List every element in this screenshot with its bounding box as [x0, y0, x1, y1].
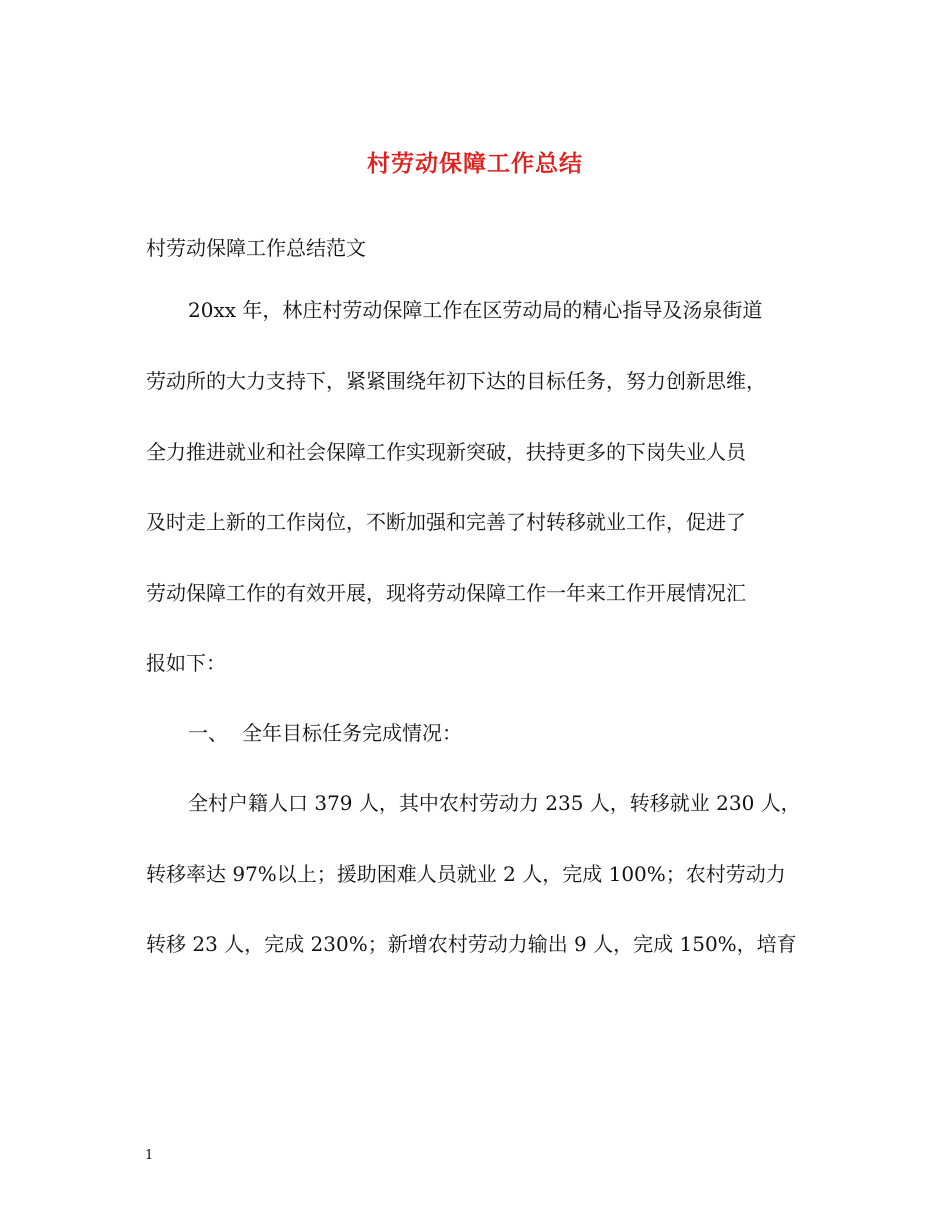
paragraph-line: 全力推进就业和社会保障工作实现新突破，扶持更多的下岗失业人员	[146, 440, 746, 464]
section-number: 一、	[188, 721, 228, 745]
paragraph-line: 20xx 年，林庄村劳动保障工作在区劳动局的精心指导及汤泉街道	[188, 298, 763, 322]
page-number: 1	[145, 1148, 154, 1163]
section-heading	[188, 720, 462, 746]
paragraph-line: 全村户籍人口 379 人，其中农村劳动力 235 人，转移就业 230 人，	[188, 791, 801, 815]
paragraph-line: 劳动所的大力支持下，紧紧围绕年初下达的目标任务，努力创新思维，	[146, 369, 766, 393]
paragraph-line: 劳动保障工作的有效开展，现将劳动保障工作一年来工作开展情况汇	[146, 581, 746, 605]
document-title: 村劳动保障工作总结	[367, 150, 583, 177]
paragraph-line: 转移 23 人，完成 230%；新增农村劳动力输出 9 人，完成 150%，培育	[146, 932, 797, 956]
paragraph-line: 及时走上新的工作岗位，不断加强和完善了村转移就业工作，促进了	[146, 510, 746, 534]
section-heading-text: 全年目标任务完成情况：	[242, 721, 462, 745]
paragraph-line: 转移率达 97%以上；援助困难人员就业 2 人，完成 100%；农村劳动力	[146, 862, 786, 886]
paragraph-line: 报如下：	[146, 651, 226, 675]
document-subtitle: 村劳动保障工作总结范文	[146, 236, 366, 260]
